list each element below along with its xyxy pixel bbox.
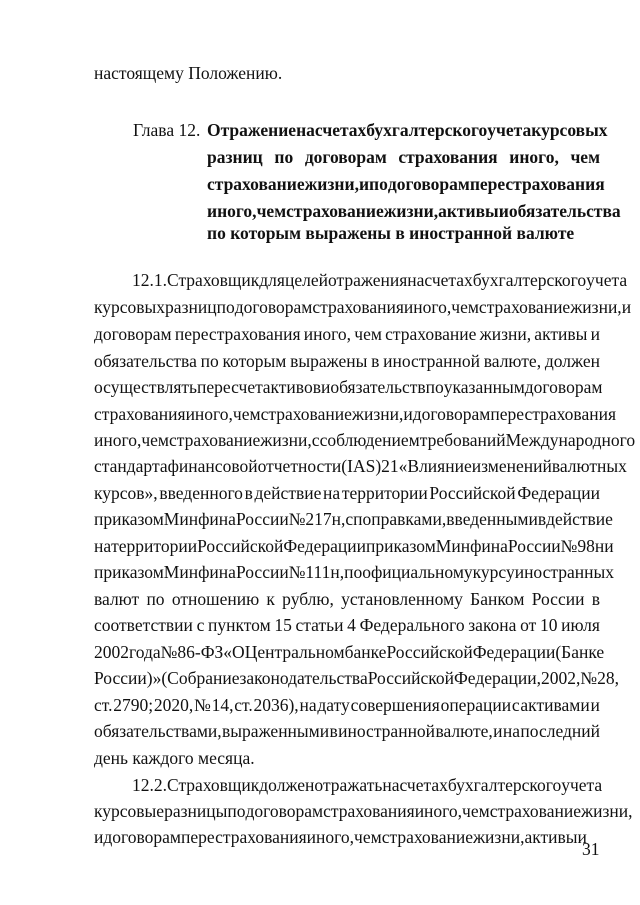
word: Федерации [517, 483, 600, 503]
word: и [604, 536, 614, 556]
word: страхование [260, 404, 352, 424]
word: и [621, 297, 632, 317]
word: указанным [443, 377, 525, 397]
word: стандарта [94, 456, 168, 476]
word: с [311, 430, 320, 450]
word: 217н, [305, 509, 346, 529]
word: № [288, 509, 306, 529]
word: в [537, 509, 547, 529]
word: 2002, [541, 668, 581, 688]
word: к [266, 589, 275, 609]
word: России [531, 589, 585, 609]
continuation-line: настоящему Положению. [94, 63, 283, 83]
word: и [493, 721, 503, 741]
word: приказом [365, 536, 436, 556]
word: введенного [159, 483, 243, 503]
word: № [288, 562, 306, 582]
word: 21 [381, 456, 399, 476]
word: валюте, [483, 351, 542, 371]
word: и [320, 377, 331, 397]
word: договорам [245, 801, 324, 821]
word: чем [354, 324, 382, 344]
word: учета [586, 270, 628, 290]
word: Российской [197, 536, 284, 556]
word: 98н [577, 536, 605, 556]
word: на [407, 270, 425, 290]
word: (Собрание [161, 668, 240, 688]
word: страхование [478, 297, 571, 317]
word: по [200, 351, 219, 371]
word: финансовой [167, 456, 258, 476]
word: операции [440, 695, 512, 715]
word: на [382, 775, 400, 795]
word: «Влияние [398, 456, 472, 476]
word: счетах [424, 270, 473, 290]
word: страхование [207, 174, 305, 194]
p12-1-line-3 [94, 323, 600, 345]
word: страхование [169, 430, 261, 450]
word: официальному [362, 562, 473, 582]
word: соответствии [94, 615, 193, 635]
word: по [146, 589, 165, 609]
page-number: 31 [582, 839, 600, 859]
word: страхование [489, 801, 581, 821]
word: Минфина [163, 509, 236, 529]
word: курсу [472, 562, 515, 582]
word: июля [561, 615, 600, 635]
word: иного, [414, 801, 463, 821]
word: чем [232, 404, 261, 424]
p12-1-line-14 [94, 614, 600, 636]
p12-1-line-10 [94, 508, 613, 530]
word: перестрахования [490, 404, 617, 424]
word: страхование [385, 324, 477, 344]
word: 2036), [253, 695, 299, 715]
word: Минфина [163, 562, 236, 582]
word: ст. [234, 695, 253, 715]
word: активы [534, 324, 588, 344]
word: обязательства [508, 201, 621, 221]
word: введенными [446, 509, 538, 529]
chapter-title-line-5: по которым выражены в иностранной валюте [207, 223, 575, 243]
word: России [235, 509, 289, 529]
word: Страховщик [167, 270, 260, 290]
word: № [560, 536, 578, 556]
word: № [194, 695, 211, 715]
word: выраженными [222, 721, 330, 741]
word: территории [341, 483, 428, 503]
word: и [94, 827, 104, 847]
word: года [129, 642, 161, 662]
word: иного, [94, 430, 142, 450]
word: 2002 [94, 642, 129, 662]
p12-1-line-12 [94, 561, 615, 583]
word: курсовые [94, 801, 165, 821]
word: чем [570, 147, 600, 167]
word: жизни, [570, 297, 622, 317]
word: должен [259, 775, 315, 795]
word: Минфина [435, 536, 508, 556]
word: обязательствами, [94, 721, 222, 741]
word: 2020, [153, 695, 194, 715]
word: жизни, [479, 324, 532, 344]
word: иного, [303, 324, 352, 344]
word: Российской [386, 642, 473, 662]
p12-1-line-1 [132, 269, 628, 291]
word: соблюдением [319, 430, 420, 450]
word: № [160, 642, 178, 662]
word: бухгалтерского [472, 270, 587, 290]
word: Отражение [207, 120, 297, 140]
word: чем [354, 827, 382, 847]
word: учета [561, 775, 603, 795]
word: иного, [306, 827, 355, 847]
p12-1-line-19: день каждого месяца. [94, 748, 255, 768]
word: страхования [323, 801, 415, 821]
word: разниц [207, 147, 263, 167]
word: иного, [185, 404, 233, 424]
word: обязательств [330, 377, 426, 397]
word: жизни, [351, 404, 404, 424]
word: и [498, 201, 509, 221]
word: пересчет [197, 377, 263, 397]
word: отношению [171, 589, 260, 609]
word: с [196, 615, 205, 635]
word: Международного [505, 430, 636, 450]
word: последний [520, 721, 600, 741]
word: Страховщик [167, 775, 260, 795]
word: 14, [211, 695, 234, 715]
word: приказом [94, 562, 164, 582]
word: должен [544, 351, 600, 371]
word: Федерального [359, 615, 465, 635]
word: активы [438, 201, 499, 221]
word: Федерации [472, 642, 556, 662]
word: ст. [94, 695, 113, 715]
word: активы [524, 827, 578, 847]
p12-1-line-6 [94, 403, 617, 425]
word: рублю, [282, 589, 334, 609]
word: валют [94, 589, 140, 609]
word: договорам [387, 174, 470, 194]
word: которым [222, 351, 287, 371]
word: целей [284, 270, 328, 290]
word: для [259, 270, 285, 290]
word: статьи [295, 615, 344, 635]
word: жизни, [304, 174, 359, 194]
word: Центральном [244, 642, 345, 662]
p12-1-line-15 [94, 641, 605, 663]
word: Российской [429, 483, 516, 503]
p12-1-line-13 [94, 588, 600, 610]
word: отражать [314, 775, 383, 795]
word: по [274, 147, 294, 167]
word: иностранных [514, 562, 615, 582]
word: в [591, 589, 600, 609]
word: 86-ФЗ [177, 642, 224, 662]
word: в [329, 721, 338, 741]
word: бухгалтерского [366, 120, 488, 140]
word: курсовых [531, 120, 608, 140]
word: России [235, 562, 289, 582]
word: установленному [341, 589, 463, 609]
word: страхования [398, 147, 498, 167]
word: жизни, [580, 801, 633, 821]
word: на [299, 695, 317, 715]
p12-1-line-11 [94, 535, 614, 557]
word: страхование [381, 827, 473, 847]
word: и [590, 324, 600, 344]
word: «О [223, 642, 245, 662]
word: банке [344, 642, 387, 662]
word: России [507, 536, 561, 556]
word: по [216, 297, 235, 317]
p12-2-line-3 [94, 826, 587, 848]
word: пунктом [208, 615, 271, 635]
word: договорам [412, 404, 491, 424]
word: по [344, 562, 363, 582]
word: иностранной [383, 351, 481, 371]
word: отчетности [257, 456, 342, 476]
word: курсовых [94, 297, 166, 317]
word: осуществлять [94, 377, 198, 397]
word: валютных [551, 456, 627, 476]
word: договорам [103, 827, 182, 847]
word: на [296, 120, 315, 140]
word: разниц [165, 297, 217, 317]
p12-1-line-7 [94, 429, 636, 451]
word: действие [546, 509, 613, 529]
p12-1-line-16 [94, 667, 619, 689]
word: страхования [94, 404, 186, 424]
word: в [244, 483, 253, 503]
word: приказом [94, 509, 164, 529]
word: Российской [367, 668, 454, 688]
word: 15 [274, 615, 292, 635]
word: договорам [304, 147, 387, 167]
word: изменений [471, 456, 552, 476]
word: страхование [286, 201, 384, 221]
chapter-title-line-4 [207, 200, 621, 222]
word: совершения [350, 695, 440, 715]
word: 111н, [305, 562, 345, 582]
word: перестрахования [174, 324, 301, 344]
word: бухгалтерского [447, 775, 562, 795]
word: 12.2. [132, 775, 167, 795]
word: и [358, 174, 370, 194]
word: 2790; [113, 695, 154, 715]
word: на [502, 721, 521, 741]
chapter-title-line-2 [207, 146, 600, 168]
word: активов [262, 377, 321, 397]
word: перестрахования [181, 827, 307, 847]
word: чем [256, 201, 287, 221]
word: требований [419, 430, 506, 450]
word: перестрахования [469, 174, 605, 194]
word: действие [254, 483, 322, 503]
word: и [577, 827, 587, 847]
word: договорам [94, 324, 172, 344]
p12-1-line-5 [94, 376, 603, 398]
word: дату [317, 695, 350, 715]
word: № [580, 668, 598, 688]
word: выражены [290, 351, 368, 371]
word: в [371, 351, 380, 371]
word: (Банке [555, 642, 605, 662]
chapter-title-line-1 [207, 119, 608, 141]
word: с [511, 695, 520, 715]
word: чем [451, 297, 479, 317]
word: Банком [470, 589, 525, 609]
word: иного, [509, 147, 559, 167]
word: разницы [164, 801, 228, 821]
p12-1-line-17 [94, 694, 600, 716]
word: законодательства [239, 668, 368, 688]
word: Федерации, [453, 668, 541, 688]
word: по [227, 801, 246, 821]
word: от [520, 615, 537, 635]
word: 10 [539, 615, 558, 635]
p12-1-line-8 [94, 455, 627, 477]
word: поправками, [353, 509, 447, 529]
word: счетах [314, 120, 367, 140]
word: чем [141, 430, 170, 450]
word: договорам [234, 297, 313, 317]
p12-1-line-18 [94, 720, 600, 742]
p12-2-line-1 [132, 774, 603, 796]
word: иностранной [338, 721, 436, 741]
p12-1-line-2 [94, 296, 632, 318]
word: учета [487, 120, 532, 140]
word: жизни, [472, 827, 525, 847]
p12-1-line-9 [94, 482, 600, 504]
word: жизни, [383, 201, 439, 221]
word: иного, [207, 201, 257, 221]
word: на [323, 483, 341, 503]
word: 28, [597, 668, 619, 688]
word: по [369, 174, 388, 194]
word: обязательства [94, 351, 197, 371]
word: жизни, [260, 430, 312, 450]
word: валюте, [435, 721, 493, 741]
word: договорам [524, 377, 603, 397]
word: территории [111, 536, 198, 556]
word: и [590, 695, 600, 715]
word: активами [520, 695, 590, 715]
word: закона [468, 615, 517, 635]
p12-1-line-4 [94, 350, 600, 372]
word: России)» [94, 668, 162, 688]
word: (IAS) [341, 456, 382, 476]
word: счетах [399, 775, 448, 795]
chapter-title-line-3 [207, 173, 605, 195]
word: на [94, 536, 112, 556]
word: 4 [347, 615, 356, 635]
chapter-number: Глава 12. [133, 120, 201, 140]
p12-2-line-2 [94, 800, 633, 822]
word: Федерации [283, 536, 366, 556]
word: страхования [312, 297, 404, 317]
word: чем [462, 801, 490, 821]
word: 12.1. [132, 270, 167, 290]
word: отражения [327, 270, 408, 290]
word: по [425, 377, 444, 397]
word: с [345, 509, 354, 529]
word: и [403, 404, 413, 424]
word: иного, [403, 297, 452, 317]
word: курсов», [94, 483, 158, 503]
